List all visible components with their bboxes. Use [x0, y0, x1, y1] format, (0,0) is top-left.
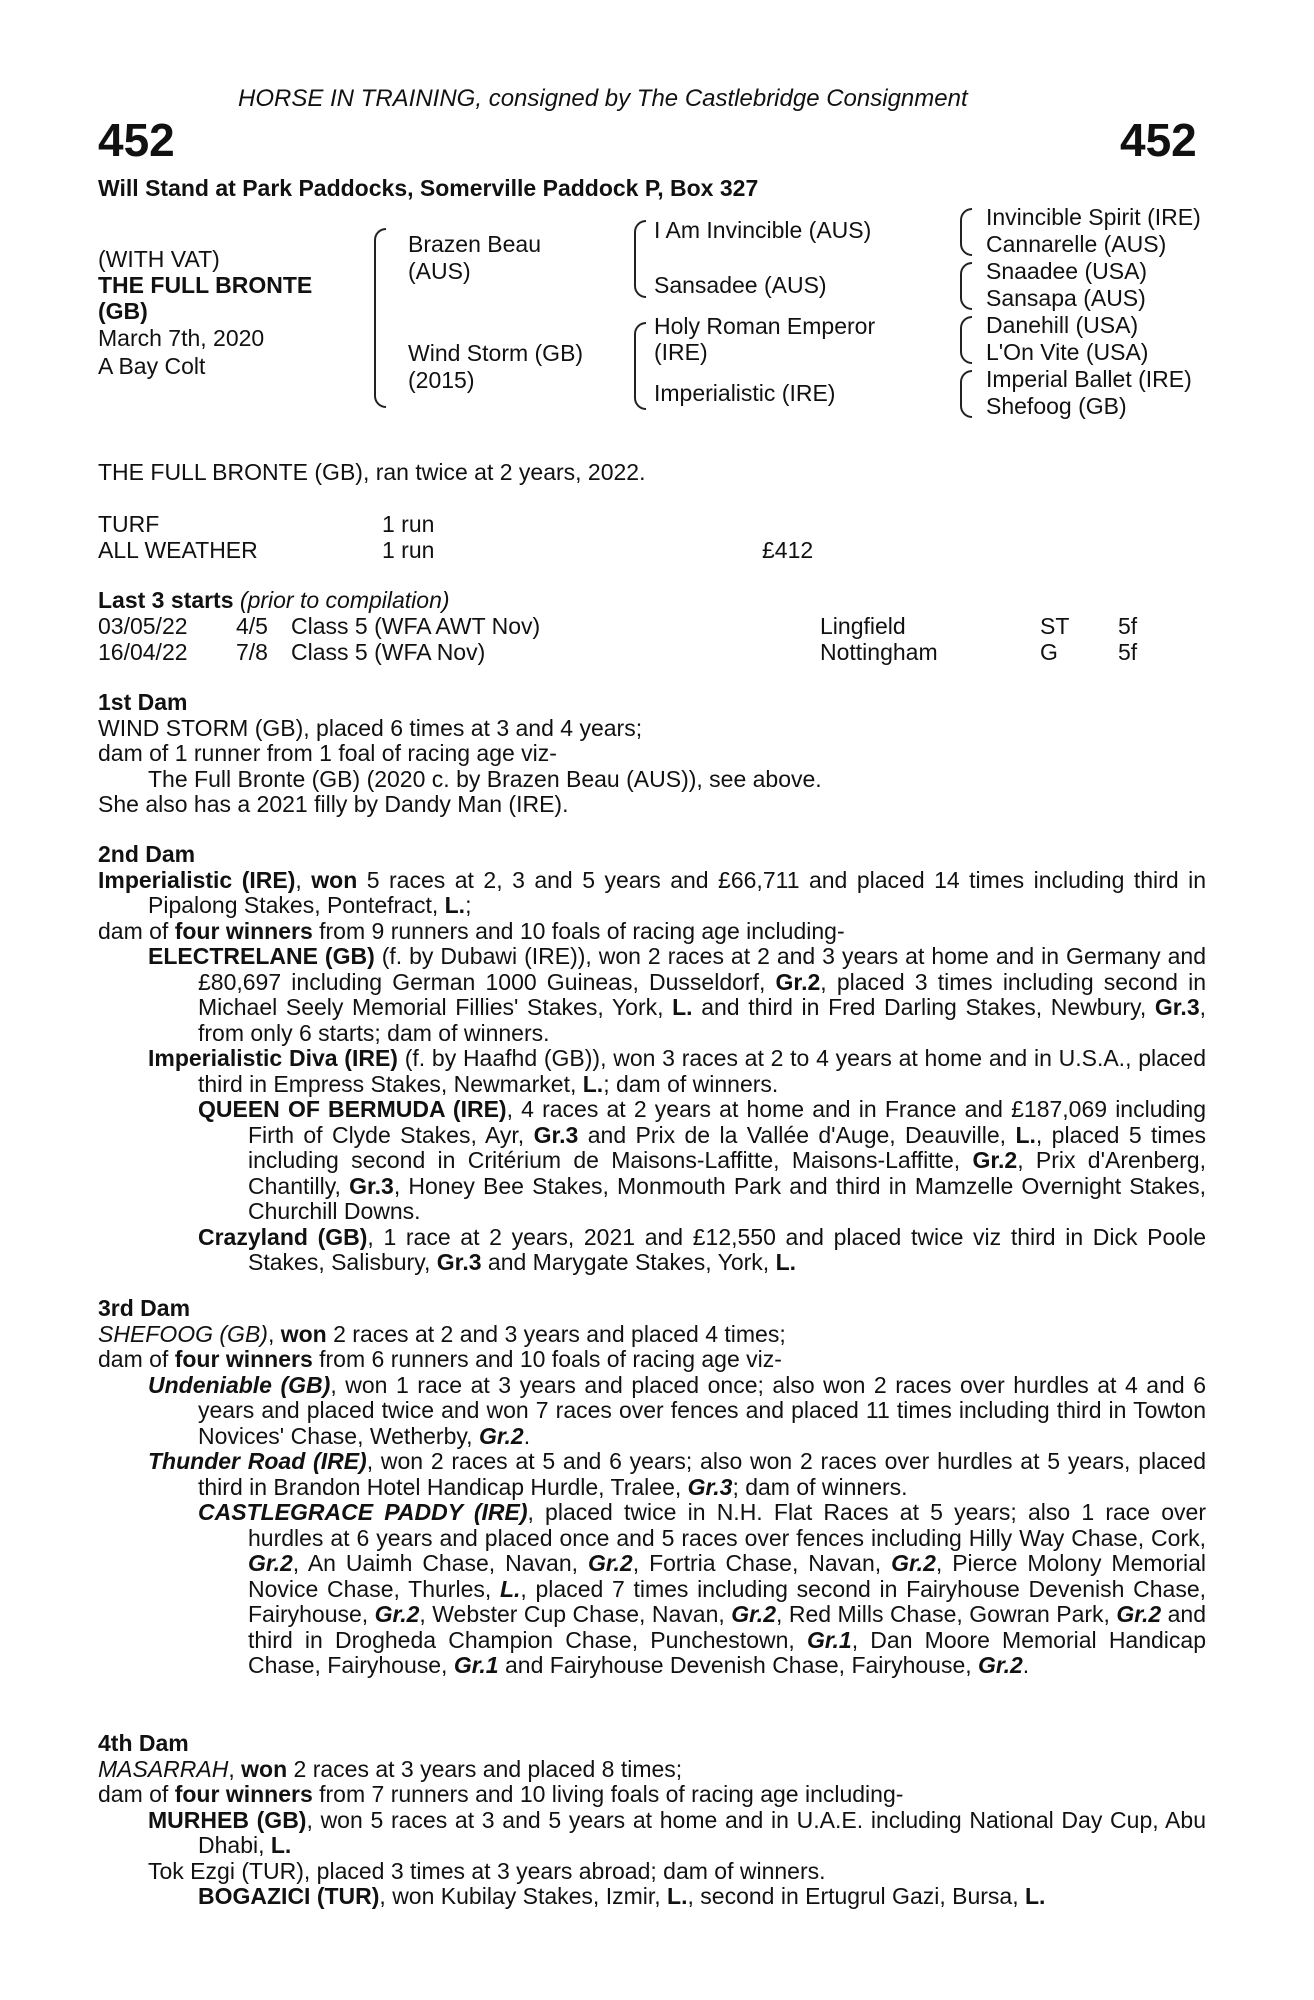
record-surface-turf: TURF — [98, 511, 160, 537]
pedigree-dam-year: (2015) — [408, 367, 475, 393]
start-position: 7/8 — [236, 639, 268, 665]
second-dam-section — [98, 842, 1206, 1276]
fourth-dam-produce-summary: dam of four winners from 7 runners and 10 living foals of racing age including- — [98, 1781, 904, 1807]
pedigree-dss: Danehill (USA) — [986, 312, 1139, 338]
first-dam-line: WIND STORM (GB), placed 6 times at 3 and 4 years; — [98, 714, 643, 741]
pedigree-sire-country: (AUS) — [408, 258, 471, 284]
fourth-dam-race-record: MASARRAH, won 2 races at 3 years and placed 8 times; — [98, 1755, 683, 1782]
start-going: ST — [1040, 613, 1070, 639]
first-dam-section — [98, 690, 1206, 818]
produce-imperialistic-diva: Imperialistic Diva (IRE) (f. by Haafhd (GB)), won 3 races at 2 to 4 years at home and in U.S.A., placed third in Empress Stakes, Newmarket, L.; dam of winners. — [148, 1045, 1206, 1097]
pedigree-brace-sd — [960, 262, 972, 310]
pedigree-brace-ds — [960, 316, 972, 364]
pedigree-sire-sire: I Am Invincible (AUS) — [654, 217, 872, 243]
third-dam-heading: 3rd Dam — [98, 1295, 191, 1321]
record-prize-aw: £412 — [762, 537, 814, 563]
pedigree-dsd: L'On Vite (USA) — [986, 339, 1149, 365]
produce-queen-of-bermuda: QUEEN OF BERMUDA (IRE), 4 races at 2 years at home and in France and £187,069 including Firth of Clyde Stakes, Ayr, Gr.3 and Prix de la Vallée d'Auge, Deauville, L., placed 5 times including second in Critérium de Maisons-Laffitte, Maisons-Laffitte, Gr.2, Prix d'Arenberg, Chantilly, Gr.3, Honey Bee Stakes, Monmouth Park and third in Mamzelle Overnight Stakes, Churchill Downs. — [198, 1096, 1206, 1224]
start-course: Lingfield — [820, 613, 906, 639]
start-distance: 5f — [1118, 613, 1138, 639]
lot-number-left: 452 — [98, 114, 175, 166]
second-dam-heading: 2nd Dam — [98, 841, 196, 867]
first-dam-line: She also has a 2021 filly by Dandy Man (IRE). — [98, 791, 569, 817]
catalogue-title: HORSE IN TRAINING, consigned by The Castlebridge Consignment — [238, 85, 968, 112]
pedigree-dam-sire: Holy Roman Emperor — [654, 313, 876, 339]
start-course: Nottingham — [820, 639, 938, 665]
first-dam-heading: 1st Dam — [98, 689, 188, 715]
pedigree-ssd: Cannarelle (AUS) — [986, 231, 1167, 257]
third-dam-produce-summary: dam of four winners from 6 runners and 10 foals of racing age viz- — [98, 1346, 782, 1372]
stand-location: Will Stand at Park Paddocks, Somerville Paddock P, Box 327 — [98, 175, 759, 201]
record-runs-aw: 1 run — [382, 537, 435, 563]
produce-bogazici: BOGAZICI (TUR), won Kubilay Stakes, Izmir, L., second in Ertugrul Gazi, Bursa, L. — [198, 1883, 1046, 1909]
start-going: G — [1040, 639, 1058, 665]
second-dam-race-record: Imperialistic (IRE), won 5 races at 2, 3 and 5 years and £66,711 and placed 14 times including third in Pipalong Stakes, Pontefract, L.; — [98, 866, 1206, 918]
produce-undeniable: Undeniable (GB), won 1 race at 3 years and placed once; also won 2 races over hurdles at 4 and 6 years and placed twice and won 7 races over fences and placed 11 times including third in Towton Novices' Chase, Wetherby, Gr.2. — [148, 1371, 1206, 1449]
pedigree-brace-dam — [634, 322, 646, 410]
record-runs-turf: 1 run — [382, 511, 435, 537]
start-date: 03/05/22 — [98, 613, 188, 639]
pedigree-brace-main — [374, 228, 386, 408]
start-race: Class 5 (WFA AWT Nov) — [291, 613, 541, 639]
horse-dob: March 7th, 2020 — [98, 325, 265, 351]
pedigree-sss: Invincible Spirit (IRE) — [986, 204, 1201, 230]
pedigree-brace-dd — [960, 370, 972, 418]
produce-murheb: MURHEB (GB), won 5 races at 3 and 5 years at home and in U.A.E. including National Day Cup, Abu Dhabi, L. — [148, 1806, 1206, 1858]
start-distance: 5f — [1118, 639, 1138, 665]
pedigree-brace-sire — [634, 220, 646, 298]
vat-note: (WITH VAT) — [98, 246, 220, 272]
pedigree-dam: Wind Storm (GB) — [408, 340, 584, 366]
pedigree-sdd: Sansapa (AUS) — [986, 285, 1146, 311]
lot-number-right: 452 — [1120, 114, 1197, 166]
racing-summary: THE FULL BRONTE (GB), ran twice at 2 years, 2022. — [98, 459, 646, 485]
pedigree-sire-dam: Sansadee (AUS) — [654, 272, 827, 298]
pedigree-sds: Snaadee (USA) — [986, 258, 1148, 284]
produce-thunder-road: Thunder Road (IRE), won 2 races at 5 and 6 years; also won 2 races over hurdles at 5 years, placed third in Brandon Hotel Handicap Hurdle, Tralee, Gr.3; dam of winners. — [148, 1448, 1206, 1500]
start-race: Class 5 (WFA Nov) — [291, 639, 486, 665]
first-dam-produce: The Full Bronte (GB) (2020 c. by Brazen Beau (AUS)), see above. — [148, 765, 822, 792]
third-dam-section — [98, 1296, 1206, 1679]
fourth-dam-section — [98, 1731, 1206, 1910]
pedigree-ddd: Shefoog (GB) — [986, 393, 1127, 419]
start-date: 16/04/22 — [98, 639, 188, 665]
last-starts-note: (prior to compilation) — [239, 587, 450, 613]
produce-castlegrace-paddy: CASTLEGRACE PADDY (IRE), placed twice in N.H. Flat Races at 5 years; also 1 race over hurdles at 6 years and placed once and 5 races over fences including Hilly Way Chase, Cork, Gr.2, An Uaimh Chase, Navan, Gr.2, Fortria Chase, Navan, Gr.2, Pierce Molony Memorial Novice Chase, Thurles, L., placed 7 times including second in Fairyhouse Devenish Chase, Fairyhouse, Gr.2, Webster Cup Chase, Navan, Gr.2, Red Mills Chase, Gowran Park, Gr.2 and third in Drogheda Champion Chase, Punchestown, Gr.1, Dan Moore Memorial Handicap Chase, Fairyhouse, Gr.1 and Fairyhouse Devenish Chase, Fairyhouse, Gr.2. — [198, 1499, 1207, 1678]
pedigree-brace-ss — [960, 208, 972, 256]
last-starts-title: Last 3 starts — [98, 587, 234, 613]
pedigree-sire: Brazen Beau — [408, 231, 541, 257]
produce-tok-ezgi: Tok Ezgi (TUR), placed 3 times at 3 years abroad; dam of winners. — [148, 1857, 826, 1884]
pedigree-dds: Imperial Ballet (IRE) — [986, 366, 1192, 392]
pedigree-dam-dam: Imperialistic (IRE) — [654, 380, 836, 406]
horse-name-suffix: (GB) — [98, 298, 148, 324]
first-dam-line: dam of 1 runner from 1 foal of racing age viz- — [98, 740, 557, 766]
produce-electrelane: ELECTRELANE (GB) (f. by Dubawi (IRE)), won 2 races at 2 and 3 years at home and in Germany and £80,697 including German 1000 Guineas, Dusseldorf, Gr.2, placed 3 times including second in Michael Seely Memorial Fillies' Stakes, York, L. and third in Fred Darling Stakes, Newbury, Gr.3, from only 6 starts; dam of winners. — [148, 943, 1207, 1046]
horse-description: A Bay Colt — [98, 353, 206, 379]
start-position: 4/5 — [236, 613, 268, 639]
record-surface-aw: ALL WEATHER — [98, 537, 258, 563]
pedigree-dam-sire-country: (IRE) — [654, 339, 708, 365]
second-dam-produce-summary: dam of four winners from 9 runners and 10 foals of racing age including- — [98, 917, 845, 944]
last-starts-heading — [98, 588, 450, 614]
third-dam-race-record: SHEFOOG (GB), won 2 races at 2 and 3 years and placed 4 times; — [98, 1320, 786, 1347]
horse-name: THE FULL BRONTE — [98, 272, 313, 298]
fourth-dam-heading: 4th Dam — [98, 1730, 189, 1756]
produce-crazyland: Crazyland (GB), 1 race at 2 years, 2021 and £12,550 and placed twice viz third in Dick Poole Stakes, Salisbury, Gr.3 and Marygate Stakes, York, L. — [198, 1223, 1206, 1275]
